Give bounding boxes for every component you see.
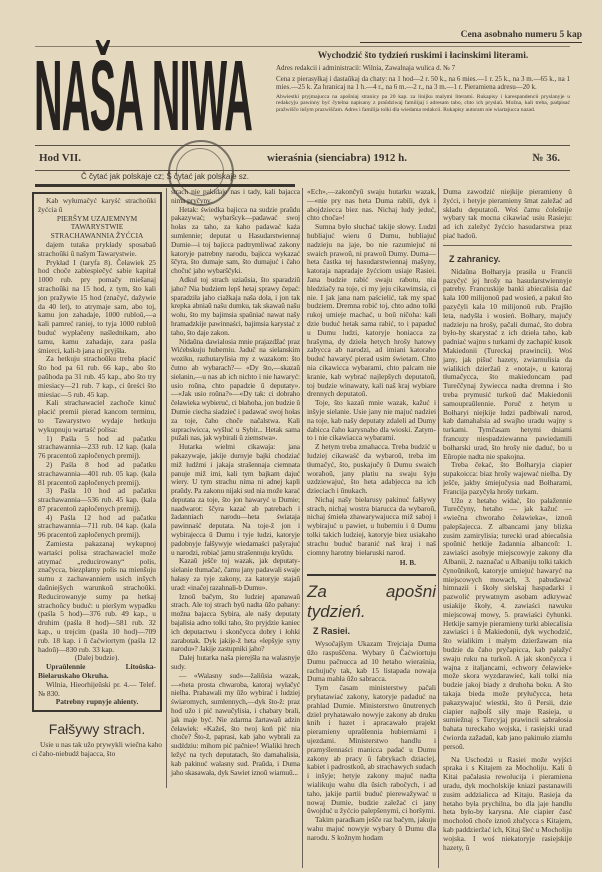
box-text: 1) Paśla 5 hod ad pačatku strachawannia—233 rub. 12 kap. (kala 76 pracentoŭ zapłočenych premij). bbox=[38, 433, 156, 461]
box-text: 2) Paśla 8 hod ad pačatku strachawannia—401 rub. 05 kap. (kala 81 pracentoŭ zapłočenych premij). bbox=[38, 459, 156, 487]
insurance-advertisement bbox=[32, 192, 162, 712]
paragraph: Usie u nas tak užo prywykli wiečna kaho ci čaho-niebudź bajacca, što bbox=[32, 740, 162, 759]
paragraph: Toje, što kazaŭ mnie wazak, kažuć i inšyje sielanie. Usie jany nie majuć nadziei na toje, kab našy deputaty zdaleli ad Dumy dabicca čaho karysnaho dla wioski. Zatym-to i nie cikawiacca wybarami. bbox=[307, 398, 436, 443]
paragraph: Tym časam ministerstwy pačali pryhatawiać zakony, katoryje padaduć na prahlad Dumie. Ministerstwo ŭnutrenych dziel pryhatawało nowyje zakony ab druku knih i hazet i apracawało prajekt pieramieny upraŭlennia hubierniami i ujezdami. Ministerstwo handlu i pramyślennaści manicca padać u Dumu zakony ab pracy ŭ fabrykach dziaciej, kabiet i padrostkoŭ, ab strachawych sudach i inšyje; hetyje zakony majuć nadta wialikuju wahu dla ŭsich rabočych, i ad taho, jakije partii buduć pierewažywać u nowaj Dumie, budzie zaležać ci jany ŭwojduć u žyćcio palepšenymi, ci horšymi. bbox=[307, 683, 436, 816]
box-text: 3) Paśla 10 hod ad pačatku strachawannia—536 rub. 45 kap. (kala 87 pracentoŭ zapłočenych premij). bbox=[38, 486, 156, 513]
paragraph: Treba čekać, što Bołharyja ciapier supakoicca: biaz hrošy wajewać nielha. Dy ješče, jakby śmiejučysia nad Bołharami, Francija pazyčyła hrošy turkam. bbox=[443, 460, 572, 496]
masthead-title: NAŠA NIWA bbox=[34, 40, 252, 152]
box-text: Kab wyłumačyć karyść strachoŭki žyćcia ŭ bbox=[38, 196, 156, 214]
section-rule bbox=[443, 245, 572, 246]
box-text: Prykład I (taryfa 8). Čeławiek 25 hod choče zabiespiečyć sabie kapitał 1000 rub. pry pomačy mieŝanaj strachoŭki na 15 hod, z tym, što kali jon pražywie 15 hod (značyć, dažywie da 40 let), to atrymaje sam, abo toj, kamu jon zahadaje, 1000 rubloŭ,—a kali pamreć raniej, to tyja 1000 rubloŭ buduć wypłačeny naślednikam, abo tamu, kamu zahadaje, zara paśla śmierci, kali-b jana ni pryjšła. bbox=[38, 257, 156, 355]
subscription-prices: Cena z pierasyłkaj i dastaŭkaj da chaty: na 1 hod—2 r. 50 k., na 6 mies.—1 r. 25 k., na 3 m.—65 k., na 1 mies.—25 k. Za hranicaj na 1 h.—4 r., na 6 m.—2 r., na 3 m.—1 r. Pieramiena adresu—20 k. bbox=[276, 75, 570, 91]
column-1 bbox=[32, 192, 162, 868]
paragraph: Kazaŭ ješče toj wazak, jak deputaty-sielanie tłumačać, čamu jany padawali swaje hałasy za tyje zakony, za katoryje stajaŭ urad: «inačej razahnali-b Dumu». bbox=[171, 556, 300, 592]
box-text: Zamiesta pakazanaj wykupnoj wartaści polisa strachawaciel može atrymać „reducirowany“ polis, značycca, biezpłatny polis na mienšuju sumu z zachawanniem usich inšych daŭniejšych warunkoŭ strachoŭki. Reducirowanyje sumy pa hetkaj strachoŭcy buduć: u pieršym wypadku (paśla 5 hod)—376 rub. 49 kap., u druhim (paśla 8 hod)—581 rub. 32 kap., u trejcim (paśla 10 hod)—709 rub. 18 kap. i ŭ čaćwiortym (paśla 12 hadoŭ)—830 rub. 33 kap. bbox=[38, 539, 156, 654]
box-text: dajem tutaka prykłady sposabaŭ strachoŭki ŭ našym Tawarystwie. bbox=[38, 239, 156, 258]
dateline bbox=[35, 145, 570, 171]
box-agents-wanted: Patrebny rupnyje ahienty. bbox=[55, 697, 139, 707]
paragraph: strach nie pakidaje nas i tady, kali bajacca nima pryčyny. bbox=[171, 188, 300, 205]
box-address: Wilnia, Hieorhijeŭski pr. 4.— Telef. № 830. bbox=[38, 679, 156, 698]
issue-price: Cena asobnaho numeru 5 kap bbox=[360, 30, 582, 43]
paragraph: — «Walasny sud»—žaliŭsia wazak,—«heta prosta chwaroba, katoraj wyłačyć nielha. Prabawali my ŭžo wybirać i ludziej świaromych, sumlennych,—dyk što-ž: praz hod užo i pić nawučylisia, i chabary brali, jak maje być. Nie zdarma žartawaŭ adzin čeławiek: «Kažeš, što twoj koń pić nia choče? Što-ž, paprasi, kab jaho wybrali za sudździu: mihom pić pačnie»! Wialiki hrech ležyć na tych deputatach, što damahalisia, kab pakinuć walasny sud. Praŭda, i Duma jaho skasawała, dyk Sawiet iznoŭ wiarnuŭ... bbox=[171, 670, 300, 777]
volume-year: Hod VII. bbox=[39, 152, 81, 164]
section-rule bbox=[307, 574, 436, 576]
paragraph: Z hetym treba zmahacca. Treba budzić u ludziej cikawaść da wybaroŭ, treba im tłumačyć, što, puskajučy ŭ Dumu swaich woraħoŭ, jany płatiu na swaju šyju uzdziewajuć, što heta adabjecca na ich dzieciach i ŭnukach. bbox=[307, 442, 436, 496]
section-title-abroad: Z zahranicy. bbox=[449, 253, 501, 264]
heavy-rule bbox=[35, 184, 295, 187]
subsection-russia: Z Rasiei. bbox=[313, 626, 351, 637]
box-continued: (Dalej budzie). bbox=[74, 653, 120, 663]
box-text: Za hetkuju strachoŭku treba płacić što hod pa 61 rub. 66 kap., abo što paŭhoda pa 31 rub. 45 kap., abo što try miesiacy—21 rub. 7 kap., ci ŭreści što miesiac—5 rub. 45 kap. bbox=[38, 354, 156, 399]
paragraph: Nidaŭna dawialosia mnie prajazdžać praz Wićebskuju huberniu. Jaduč na sielanskim woziku, razhutarylisia my z wazakom: što čutno ab wybarach?— «Dy što,—skazaŭ sielanin,—u nas ab ich nichto i nie hawaryć: usio roŭna, chto papadzie ŭ deputaty».—«Jak usio roŭna?»—«Dy tak: ci dobraho čeławieka wybieruć, ci błahoha, jon budzie ŭ Dumie ciecha siadzieć i padawać swoj hołas za toje, čaho choče načalstwa. Kali supraciwicca, wyšluć u Sybir... Hetak sama pužali nas, jak wybirali ŭ ziemstwa». bbox=[171, 336, 300, 443]
box-text: Kali strachawaciel zachoče kinuć płacić premii pierad kancom terminu, to Tawarystwo wydaje hetkuju wykupnuju wartaść polisa: bbox=[38, 398, 156, 434]
advertising-terms: Abwiestki pryjmajucca na apošniaj stranicy pa 20 kap. za linijku malymi literami. Rukapisy i karespandencii pryslanyje u redakcyju pawinny być čytelna napisany z praŭdziwaj familijaj i adresam tabo, chto ich pryslaŭ. Možna, kali treba, padpisać pražwiščo inšym prazwiščam. Adres i familija tolki dla wiedama redakcii. Rukapisy autoram nie wiartajucca nazad. bbox=[276, 94, 570, 113]
paragraph: Nichaj našy biełarusy pakinuć fałšywy strach, nichaj wostra biarucca da wybaroŭ, nichaj śmieła zhawarywajucca miž saboj i wybirajuć u pawiet, u huberniu i ŭ Dumu tolki takich ludziej, katoryje biez usiakaho strachu buduć baranić naš kraj i naš ciomny harotny biełaruski narod. bbox=[307, 494, 436, 557]
paragraph: Na Uschodzi u Rasiei može wyjści spraka i s Kitajem za Mocholiju. Kali ŭ Kitai pačałasia rewolucija i pieramiena uradu, dyk mocholskije kniazi pastanawili zusim addzialicca ad Kitaju. Rasieja da hetaho była prychilna, bo dla jaje handlu heta było-by karysna. Ale ciapier časć mocholoŭ choče iznoŭ złučycca s Kitajem, kab paddzieržać ich, Kitaj šleć u Mocholiju wojska. I woś niekatoryje rasiejskije hazety, ŭ bbox=[443, 754, 572, 852]
issue-number: № 36. bbox=[532, 152, 560, 164]
paragraph: Nidaŭna Bołharyja prasiła u Francii pazyčyć jej hrošy na hasudarstwiennyje patreby. Francuskije banki abiecalisia dać kala 100 milijonoŭ pad wosień, a pakul što pazyčyli kala 10 milijonoŭ rub. Prajšło leta, nadyšła i wosień. Bołhary, majučy nadzieju na hrošy, pačali dumać, što dobra było-by skarystać z ich dzieła taho, kab padniać wajnu s turkami dy zachapić kusok Makiedonii (Tureckaj prawincii). Woś jany, jak pišuć hazety, zwiarnulisia da wialikich dzieržaŭ z «notaj», u katoraj tłumačycca, što makiedoncam pad Tureččynaj žywiecca nadta dremna i što treba prymusić turkoŭ dać Makiedonii samoupraŭlennie. Poruč z hetym u Bołharyi niejkije ludzi padbiwali narod, kab damahalsia ad swajho uradu wajny s turkami. Tymčasam hetymi dniami francuzy niespadziewanna pawiedamili bołharski urad, što hrošy nie daduć, bo u Eŭropie nadta nie spakojna. bbox=[443, 266, 572, 461]
paragraph: Takim paradkam ješče raz bačym, jakuju wahu majuć nowyje wybary ŭ Dumu dla narodu. S kožnym hodam bbox=[307, 815, 436, 842]
paragraph: Adkul toj strach uziaŭsia, što sparadziŭ jaho? Nia budziem lepš hetaj sprawy čepać: sparadziła jaho ciažkaja naša dola, i jon tak krepka abniaŭ našu dumku, tak skawaŭ našu wolu, što my bajimsia spaŭniać nawat našy hramadzkije pawinnaści, bajimsia karystać z taho, što daje zakon. bbox=[171, 274, 300, 337]
paragraph: Hutarka wielmi cikawaja: jana pakazywaje, jakije durnyje bajki chodziać miž ludźmi i jakaja strašennaja ciemnata panuje miž imi, kali tym bajkam dajuć wiery. U tym strachu nima ni adnej kapli praŭdy. Pa zakonu nijaki sud nia može karać deputata za toje, što jon hawaryć u Dumie; naadwarot: ščyra kazać ab patrebach i žadanniach narodu—heta świataja pawinnaść deputata. Na toje-ž jon i wybirajecca ŭ Dumu i tyje ludzi, katoryje padobnyje fałšywyje wiedamaści pašyrajuć u narodzi, robiać jamu strašennuju kryŭdu. bbox=[171, 442, 300, 557]
issue-date: wieraśnia (sienciabra) 1912 h. bbox=[267, 152, 407, 164]
paragraph: Wysočajšym Ukazam Trejciaja Duma ŭžo raspuščena. Wybary ŭ Čaćwiortuju Dumu pačnucca ad 10 hetaho wieraśnia, rachujučy tak, kab 15 listapada nowaja Duma mahła ŭžo sabracca. bbox=[307, 639, 436, 684]
orthography-note: Č čytać jak polskaje cz; Š čytać jak polskaje sz. bbox=[80, 172, 250, 181]
paragraph: Duma zawodzić niejkije pieramieny ŭ žyćci, i hetyje pieramieny šmat zaležać ad składu deputatoŭ. Woś čamu ćolešnije wybary tak mocna cikawiać usiu Rasieju: ad ich zaležyć žyćcio hasudarstwa praz piać hadoŭ. bbox=[443, 188, 572, 240]
paragraph: Sumna było słuchać takije słowy. Ludzi hubliajuć wieru ŭ Dumu, hubliajuć nadzieju na jaje, bo nie razumiejuć ni swaich prawoŭ, ni prawoŭ Dumy. Duma—heta častka tej hasudarstwiennaj mašyny, katoraja napradaje žyćciom usiaje Rasiei. Jana budzie rabić swaju rabotu, nia hledziačy na toje, ci my jeju cikawimsia, ci nie. I jak jana nam paścielić, tak my spać budziem. Dremna robić toj, chto adno tolki rukoj umieje machać, u boŭ ničoha: kali dzie buduć hetak sama rabić, to i papaduć u Dumu ludzi, katoryje honiacca za hrašyma, dy dzieła hetych hrošy hatowy zabycca ab narodzi, ad imiani katoraho buduć hawaryć pierad usim świetam. Chto nia cikawicca wybarami, chto palcam nie kranie, kab wybrać najlepšych deputatoŭ, toj budzie winawaty, kali naš kraj wybiare drennych deputatoŭ. bbox=[307, 222, 436, 399]
author-signature: H. B. bbox=[399, 558, 416, 568]
box-office: Upraŭlennie Litoŭska-Biełaruskaho Okruha. bbox=[38, 662, 156, 681]
paragraph: Užo z hetaho widać, što pałažennie Tureččyny, hetaho — jak kažuć — «wiečna chworaho čeławieka», iznoŭ palepšajecca. Z albancami jany blizka zusim zamirylisia; turecki urad abiecaŭsia spoŭnić hetkije žadannia albancoŭ: 1. zawiaści asobyje miejscowyje zakony dla Albanii, 2. naznačać u Albaniju tolki takich čynoŭnikoŭ, katoryje umiejuć hawaryć na miejscowych mowach, 3. pabudawać himnazii i škoły sielskaj haspadarki i pazwolić prywatnym asobam adkrywać usiakije škoły, 4. zawiaści nawuku miejscowaj mowy, 5. prawiaści čyhunki. Hetkije samyje pieramieny turki abiecalisia zawiaści i ŭ Makiedonii, dyk wychodzić, što wialikim i małym dzieržawam nia budzie da čaho pryčapicca, kab pałažyć swaju ruku na turkoŭ. A jak skončycca i wajna z italjancami, «chwory čeławiek» može skora wyzdarawieć, kali tolki nia budzie jakoj biady z druhoha boku. A što takaja bieda može pryłučycca, heta pakazywajuć wiestki, što ŭ Persii, dzie ciapier najboĺš siły maje Rasieja, u sumiežnaj s Turcyjaj prawincii sabrałosia bahata tureckaho wojska, i rasiejski urad ćwiorda zažadaŭ, kab jano pakinuło ziamlu persoŭ. bbox=[443, 495, 572, 751]
article-column-3 bbox=[302, 188, 436, 868]
paragraph: Iznoŭ bačym, što ludziej apanawaŭ strach. Ale toj strach byŭ nadta ŭžo pahany: možna bajacca Sybira, ale našy deputaty bajalisia adno tolki taho, što pryjdzie kaniec ich deputactwu i skončycca dobry i łohki zarabotak. Dyk jakije-ž heta «lepšyje syny narodu»? Jakije zastupniki jaho? bbox=[171, 591, 300, 654]
publication-info bbox=[276, 52, 570, 113]
paragraph: Hetak: świedka bajicca na sudzie praŭdu pakazywać; wybaršcyk—padawać swoj hołas za taho, za kaho padawać każa sumlennie; deputat u Hasudarstwiennaj Dumie—i toj bajicca padtrymliwać zakony katoryje patrebny narodu, bajicca wykazać ščyra, što dumaje sam, što dumajuć i čaho chočuć jaho wybarščyki. bbox=[171, 204, 300, 276]
article-column-2 bbox=[166, 188, 300, 788]
address: Adres redakcii i administracii: Wilnia, Zawalnaja wulica d. № 7 bbox=[276, 64, 456, 72]
paragraph: «Ech»,—zakončyŭ swaju hutarku wazak,—«nie pry nas heta Duma rabili, dyk i abojdziecca biez nas. Nichaj ludy jeduć, chto choča»! bbox=[307, 188, 436, 223]
box-company: PIERŠYM UZAJEMNYM TAWARYSTWIE STRACHAWANNIA ŽYĆCIA bbox=[50, 213, 144, 241]
box-text: 4) Paśla 12 hod ad pačatku strachawannia—711 rub. 04 kap. (kala 96 pracentoŭ zapłočenych premij). bbox=[38, 512, 156, 540]
column-4 bbox=[438, 188, 572, 868]
paragraph: Dalej hutarka naša pierejšła na walasnyje sudy. bbox=[171, 653, 300, 672]
section-title-week-review: Za apošni tydzień. bbox=[307, 582, 436, 622]
tagline: Wychodzić što tydzień ruskimi i łacinskimi literami. bbox=[317, 51, 529, 61]
article-title-false-fear: Fałšywy strach. bbox=[48, 721, 146, 738]
